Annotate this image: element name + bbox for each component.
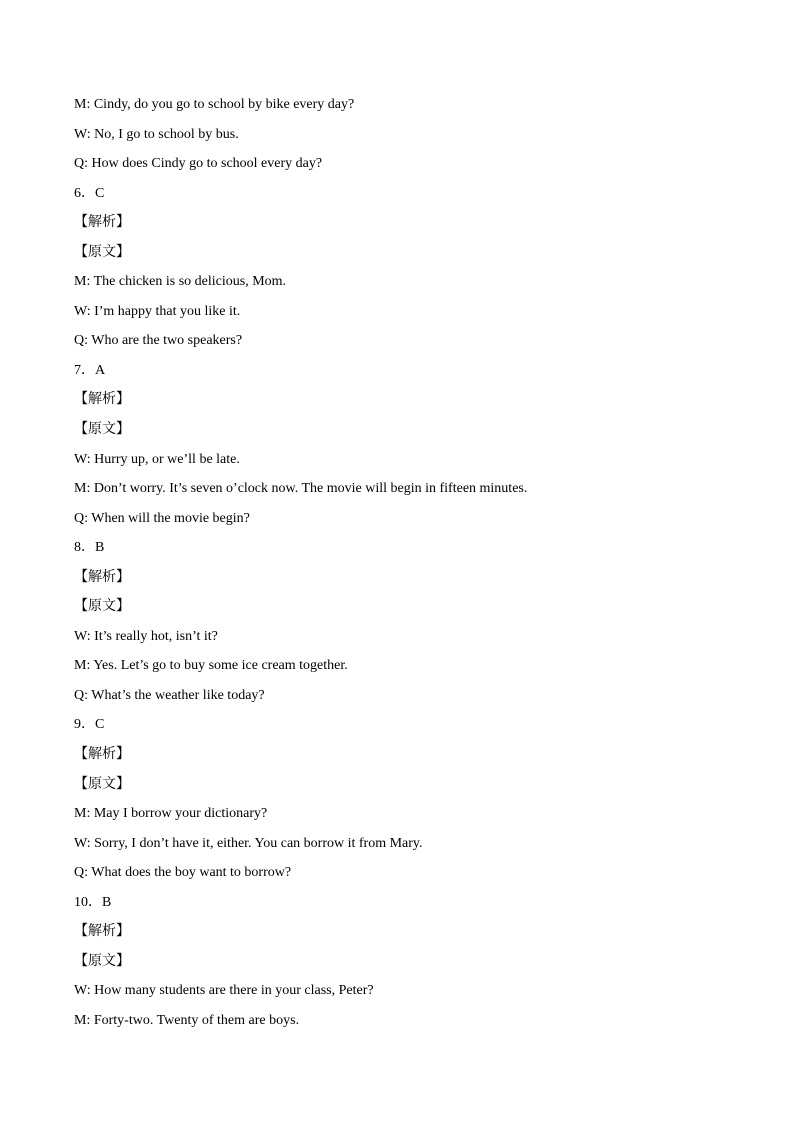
transcript-heading: 【原文】 xyxy=(74,776,130,792)
dialogue-line: W: Hurry up, or we’ll be late. xyxy=(74,451,240,467)
analysis-heading: 【解析】 xyxy=(74,569,130,585)
dialogue-line: W: No, I go to school by bus. xyxy=(74,126,239,142)
question-line: Q: What’s the weather like today? xyxy=(74,687,265,703)
answer-number: 9．C xyxy=(74,717,105,733)
dialogue-line: W: It’s really hot, isn’t it? xyxy=(74,628,218,644)
dialogue-line: M: Cindy, do you go to school by bike every day? xyxy=(74,97,355,112)
question-line: Q: How does Cindy go to school every day? xyxy=(74,156,323,172)
transcript-heading: 【原文】 xyxy=(74,953,130,969)
dialogue-line: M: Forty-two. Twenty of them are boys. xyxy=(74,1012,300,1028)
document-body xyxy=(74,94,734,1040)
dialogue-line: W: How many students are there in your class, Peter? xyxy=(74,983,374,999)
transcript-heading: 【原文】 xyxy=(74,422,130,438)
question-line: Q: When will the movie begin? xyxy=(74,510,250,526)
question-line: Q: What does the boy want to borrow? xyxy=(74,865,292,881)
dialogue-line: M: Yes. Let’s go to buy some ice cream together. xyxy=(74,658,348,674)
analysis-heading: 【解析】 xyxy=(74,747,130,763)
analysis-heading: 【解析】 xyxy=(74,924,130,940)
dialogue-line: M: Don’t worry. It’s seven o’clock now. The movie will begin in fifteen minutes. xyxy=(74,481,528,497)
dialogue-line: M: May I borrow your dictionary? xyxy=(74,806,268,822)
dialogue-line: W: I’m happy that you like it. xyxy=(74,303,241,319)
dialogue-line: M: The chicken is so delicious, Mom. xyxy=(74,274,287,290)
answer-number: 7．A xyxy=(74,362,106,378)
analysis-heading: 【解析】 xyxy=(74,215,130,231)
question-line: Q: Who are the two speakers? xyxy=(74,333,243,349)
transcript-heading: 【原文】 xyxy=(74,599,130,615)
transcript-heading: 【原文】 xyxy=(74,244,130,260)
analysis-heading: 【解析】 xyxy=(74,392,130,408)
answer-number: 6．C xyxy=(74,185,105,201)
answer-number: 10．B xyxy=(74,894,112,910)
answer-number: 8．B xyxy=(74,540,105,556)
dialogue-line: W: Sorry, I don’t have it, either. You can borrow it from Mary. xyxy=(74,835,423,851)
